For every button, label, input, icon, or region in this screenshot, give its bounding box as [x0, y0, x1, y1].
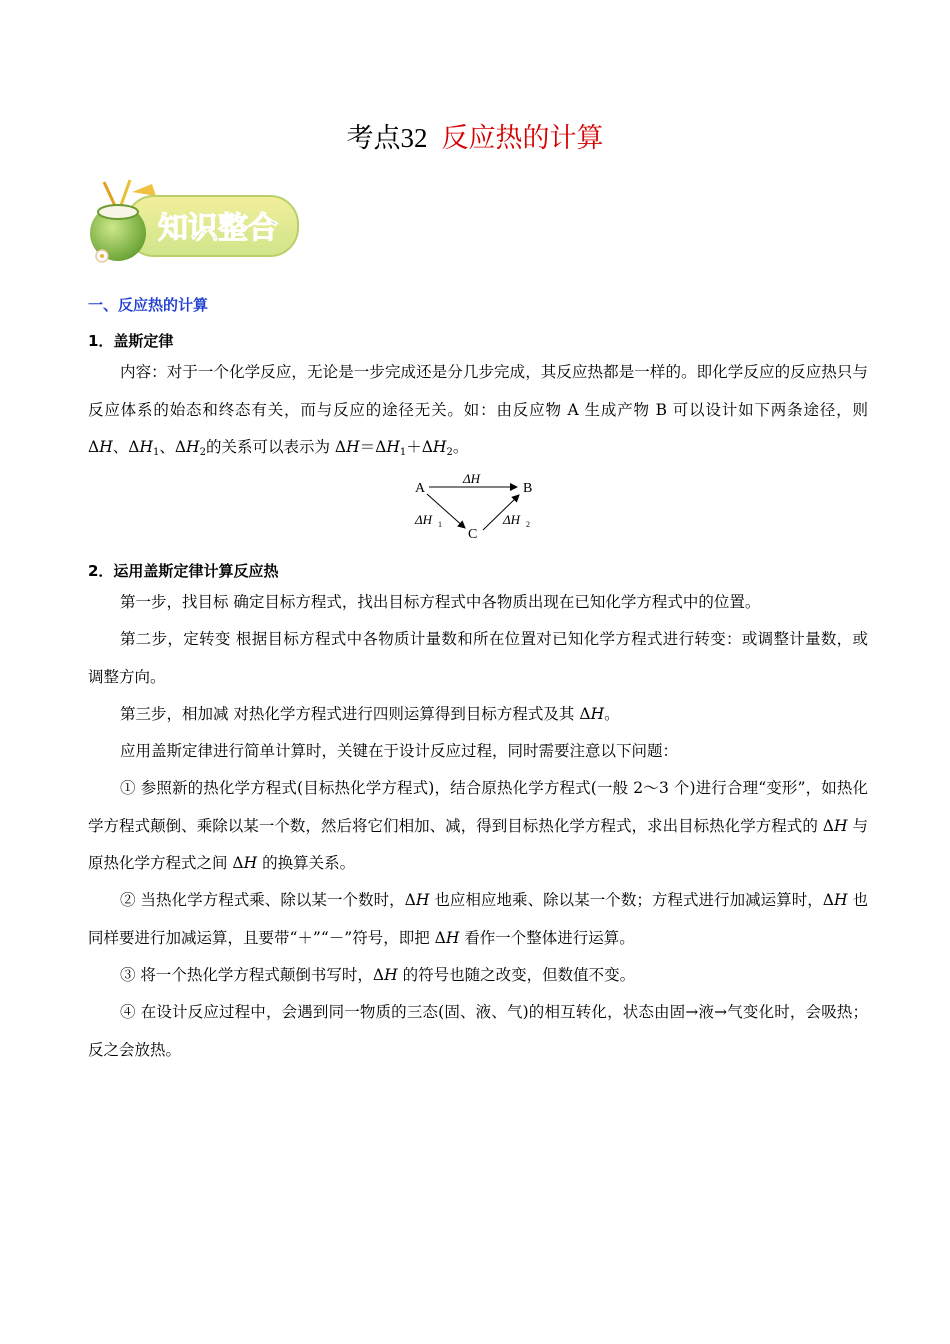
application-heading: 2．运用盖斯定律计算反应热: [88, 562, 279, 580]
hess-law-heading: 1．盖斯定律: [88, 332, 174, 350]
note-one: ① 参照新的热化学方程式(目标热化学方程式)，结合原热化学方程式(一般 2～3 个)进行合理“变形”，如热化学方程式颠倒、乘除以某一个数，然后将它们相加、减，得到目标热化学方程式，求出目标热化学方程式的 ΔH 与原热化学方程式之间 ΔH 的换算关系。: [88, 779, 869, 872]
label-dh1-sub: 1: [438, 520, 442, 529]
note-three: ③ 将一个热化学方程式颠倒书写时，ΔH 的符号也随之改变，但数值不变。: [120, 966, 636, 984]
hess-path-diagram: [405, 470, 545, 550]
label-dh2: ΔH: [503, 512, 521, 527]
node-c: C: [468, 527, 478, 542]
hess-law-content: 内容：对于一个化学反应，无论是一步完成还是分几步完成，其反应热都是一样的。即化学反应的反应热只与反应体系的始态和终态有关，而与反应的途径无关。如：由反应物 A 生成产物 B 可以设计如下两条途径，则 ΔH、$\Delta H_1$、$\Delta H_2$的关系可以表示为 $\Delta H=\Delta H_1+\Delta H_2$。: [88, 363, 868, 458]
arrow-a-c: [427, 494, 465, 528]
label-dh: ΔH: [463, 471, 481, 486]
step-one: 第一步，找目标 确定目标方程式，找出目标方程式中各物质出现在已知化学方程式中的位置。: [120, 593, 761, 611]
section-heading: 一、反应热的计算: [88, 296, 209, 314]
note-two: ② 当热化学方程式乘、除以某一个数时，ΔH 也应相应地乘、除以某一个数；方程式进行加减运算时，ΔH 也同样要进行加减运算，且要带“＋”“－”符号，即把 ΔH 看作一个整体进行运算。: [88, 891, 869, 947]
title-number: 考点32: [346, 123, 428, 153]
label-dh1: ΔH: [415, 512, 433, 527]
knowledge-badge: [86, 178, 301, 268]
page-title: [0, 120, 950, 157]
step-three: 第三步，相加减 对热化学方程式进行四则运算得到目标方程式及其 ΔH。: [120, 705, 620, 723]
badge-label: 知识整合: [158, 211, 278, 246]
node-a: A: [415, 481, 426, 496]
node-b: B: [523, 481, 533, 496]
note-four: ④ 在设计反应过程中，会遇到同一物质的三态(固、液、气)的相互转化，状态由固→液→气变化时，会吸热；反之会放热。: [88, 1003, 868, 1059]
application-intro: 应用盖斯定律进行简单计算时，关键在于设计反应过程，同时需要注意以下问题：: [120, 742, 679, 760]
label-dh2-sub: 2: [526, 520, 530, 529]
title-topic: 反应热的计算: [441, 123, 604, 154]
step-two: 第二步，定转变 根据目标方程式中各物质计量数和所在位置对已知化学方程式进行转变：或调整计量数，或调整方向。: [88, 630, 868, 686]
